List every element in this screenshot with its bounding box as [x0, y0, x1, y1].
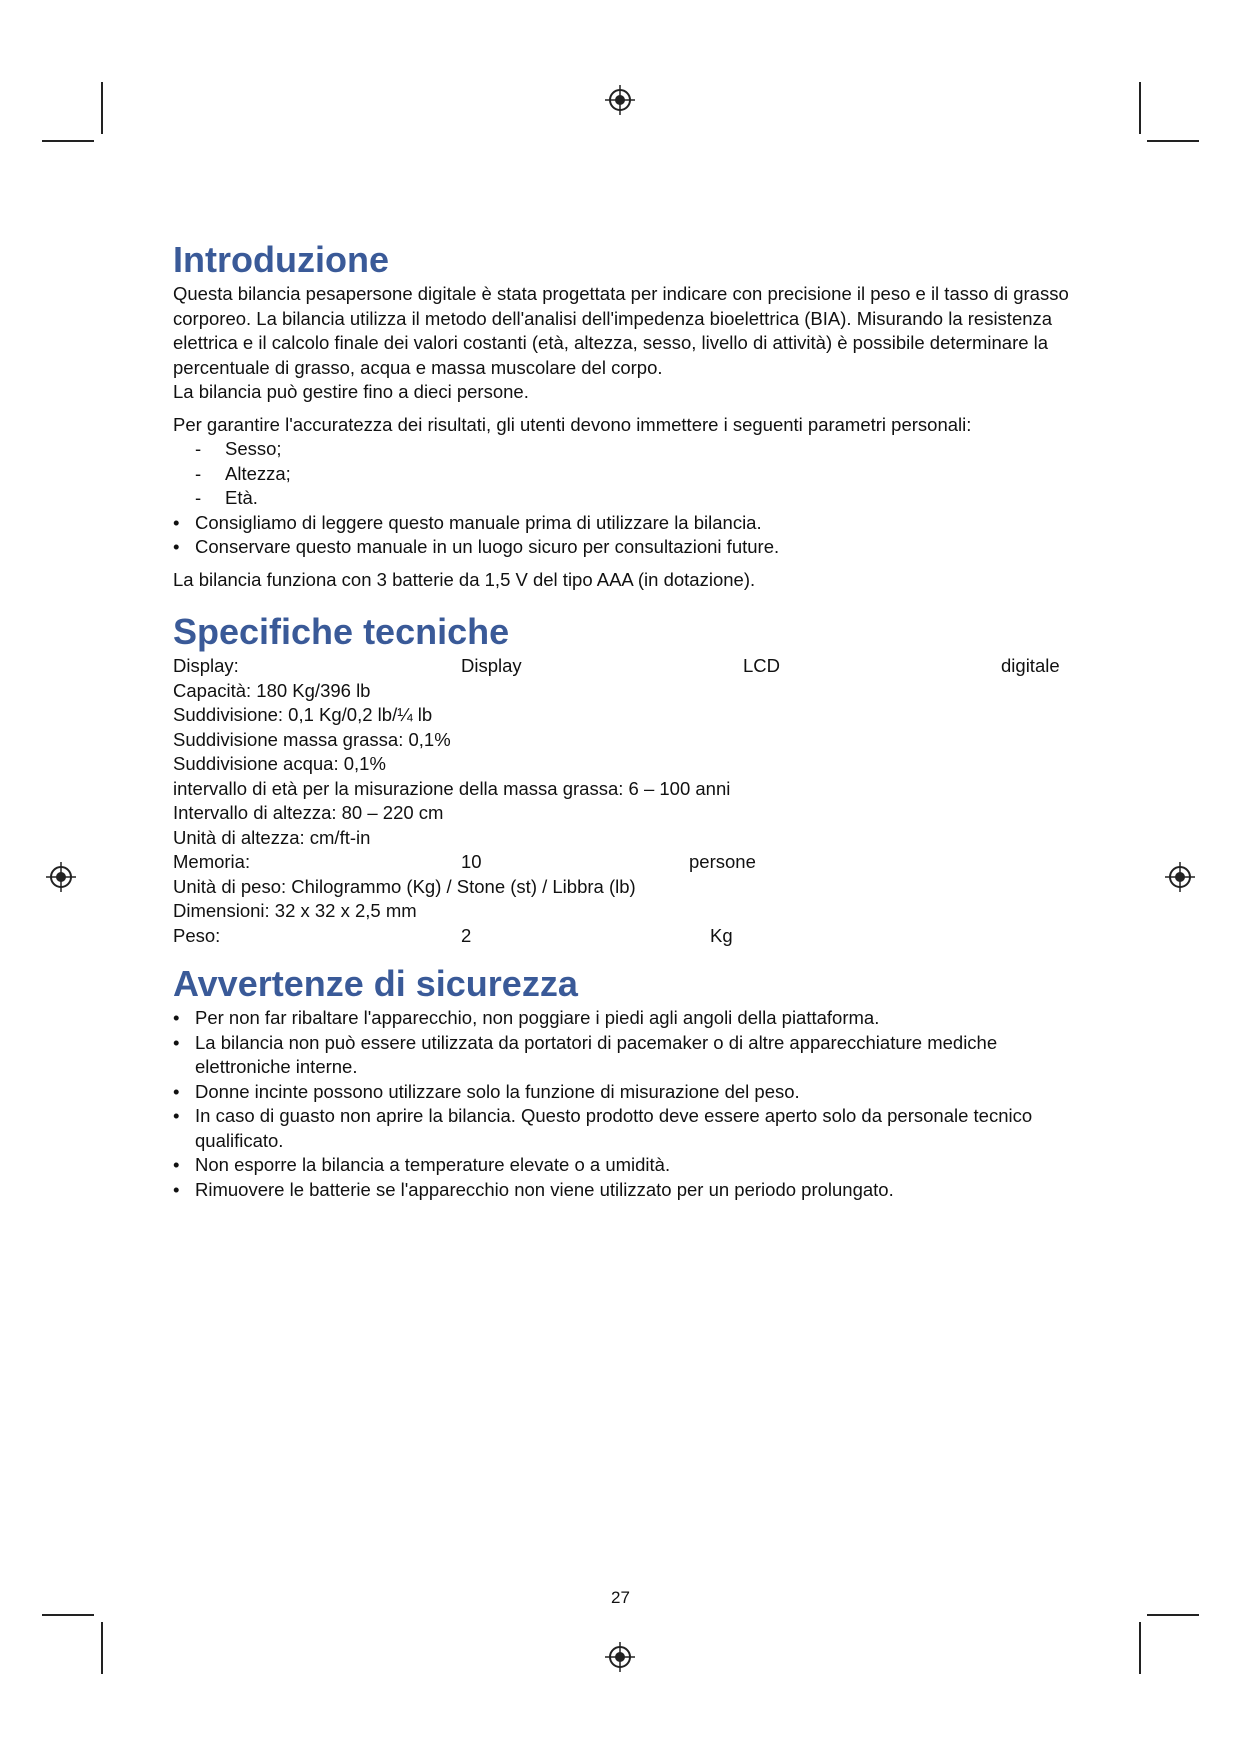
spec-weight: Peso: 2 Kg: [173, 924, 733, 946]
crop-mark: [1139, 1622, 1141, 1674]
registration-mark-icon: [46, 862, 76, 892]
spec-height-range: Intervallo di altezza: 80 – 220 cm: [173, 802, 444, 823]
registration-mark-icon: [605, 85, 635, 115]
intro-persons: La bilancia può gestire fino a dieci persone.: [173, 381, 529, 402]
spec-age-range: intervallo di età per la misurazione della massa grassa: 6 – 100 anni: [173, 777, 731, 799]
list-item: • In caso di guasto non aprire la bilancia. Questo prodotto deve essere aperto solo da personale tecnico qualificato.: [173, 1105, 1033, 1151]
registration-mark-icon: [1165, 862, 1195, 892]
spec-fat-division: Suddivisione massa grassa: 0,1%: [173, 728, 451, 750]
registration-mark-icon: [605, 1642, 635, 1672]
spec-capacity: Capacità: 180 Kg/396 lb: [173, 679, 371, 701]
crop-mark: [42, 140, 94, 142]
crop-mark: [101, 1622, 103, 1674]
list-item: - Sesso;: [195, 438, 282, 459]
spec-weight-units: Unità di peso: Chilogrammo (Kg) / Stone (st) / Libbra (lb): [173, 875, 636, 897]
intro-bullets: [173, 511, 1078, 560]
spec-height-units: Unità di altezza: cm/ft-in: [173, 826, 371, 848]
list-item: • Consigliamo di leggere questo manuale prima di utilizzare la bilancia.: [173, 511, 762, 533]
intro-paragraph: Questa bilancia pesapersone digitale è stata progettata per indicare con precisione il peso e il tasso di grasso corporeo. La bilancia utilizza il metodo dell'analisi dell'impedenza bioelettrica (BIA). Misurando la resistenza elettrica e il calcolo finale dei valori costanti (età, altezza, sesso, livello di attività) è possibile determinare la percentuale di grasso, acqua e massa muscolare del corpo.: [173, 283, 1069, 378]
intro-heading: Introduzione: [173, 239, 389, 280]
specs-heading: Specifiche tecniche: [173, 611, 510, 652]
safety-heading: Avvertenze di sicurezza: [173, 963, 578, 1004]
list-item: • Non esporre la bilancia a temperature elevate o a umidità.: [173, 1154, 671, 1175]
params-intro: Per garantire l'accuratezza dei risultati, gli utenti devono immettere i seguenti parametri personali:: [173, 413, 972, 435]
crop-mark: [101, 82, 103, 134]
list-item: - Età.: [195, 487, 258, 508]
list-item: • La bilancia non può essere utilizzata da portatori di pacemaker o di altre apparecchiature mediche elettroniche interne.: [173, 1031, 998, 1077]
list-item: • Conservare questo manuale in un luogo sicuro per consultazioni future.: [173, 536, 780, 557]
list-item: • Per non far ribaltare l'apparecchio, non poggiare i piedi agli angoli della piattaforma.: [173, 1007, 880, 1028]
params-list: [173, 437, 1078, 511]
crop-mark: [1147, 140, 1199, 142]
batteries-note: La bilancia funziona con 3 batterie da 1,5 V del tipo AAA (in dotazione).: [173, 568, 756, 590]
spec-memory: Memoria: 10 persone: [173, 851, 756, 872]
spec-display: Display: Display LCD digitale: [173, 655, 1060, 676]
spec-water-division: Suddivisione acqua: 0,1%: [173, 753, 386, 774]
spec-dimensions: Dimensioni: 32 x 32 x 2,5 mm: [173, 900, 417, 921]
spec-division: Suddivisione: 0,1 Kg/0,2 lb/¼ lb: [173, 704, 433, 725]
crop-mark: [42, 1614, 94, 1616]
crop-mark: [1147, 1614, 1199, 1616]
page-content: [173, 238, 1078, 1202]
crop-mark: [1139, 82, 1141, 134]
list-item: • Donne incinte possono utilizzare solo la funzione di misurazione del peso.: [173, 1080, 800, 1102]
list-item: - Altezza;: [195, 462, 291, 484]
page-number: 27: [611, 1588, 630, 1607]
list-item: • Rimuovere le batterie se l'apparecchio non viene utilizzato per un periodo prolungato.: [173, 1178, 894, 1200]
safety-list: [173, 1006, 1078, 1202]
